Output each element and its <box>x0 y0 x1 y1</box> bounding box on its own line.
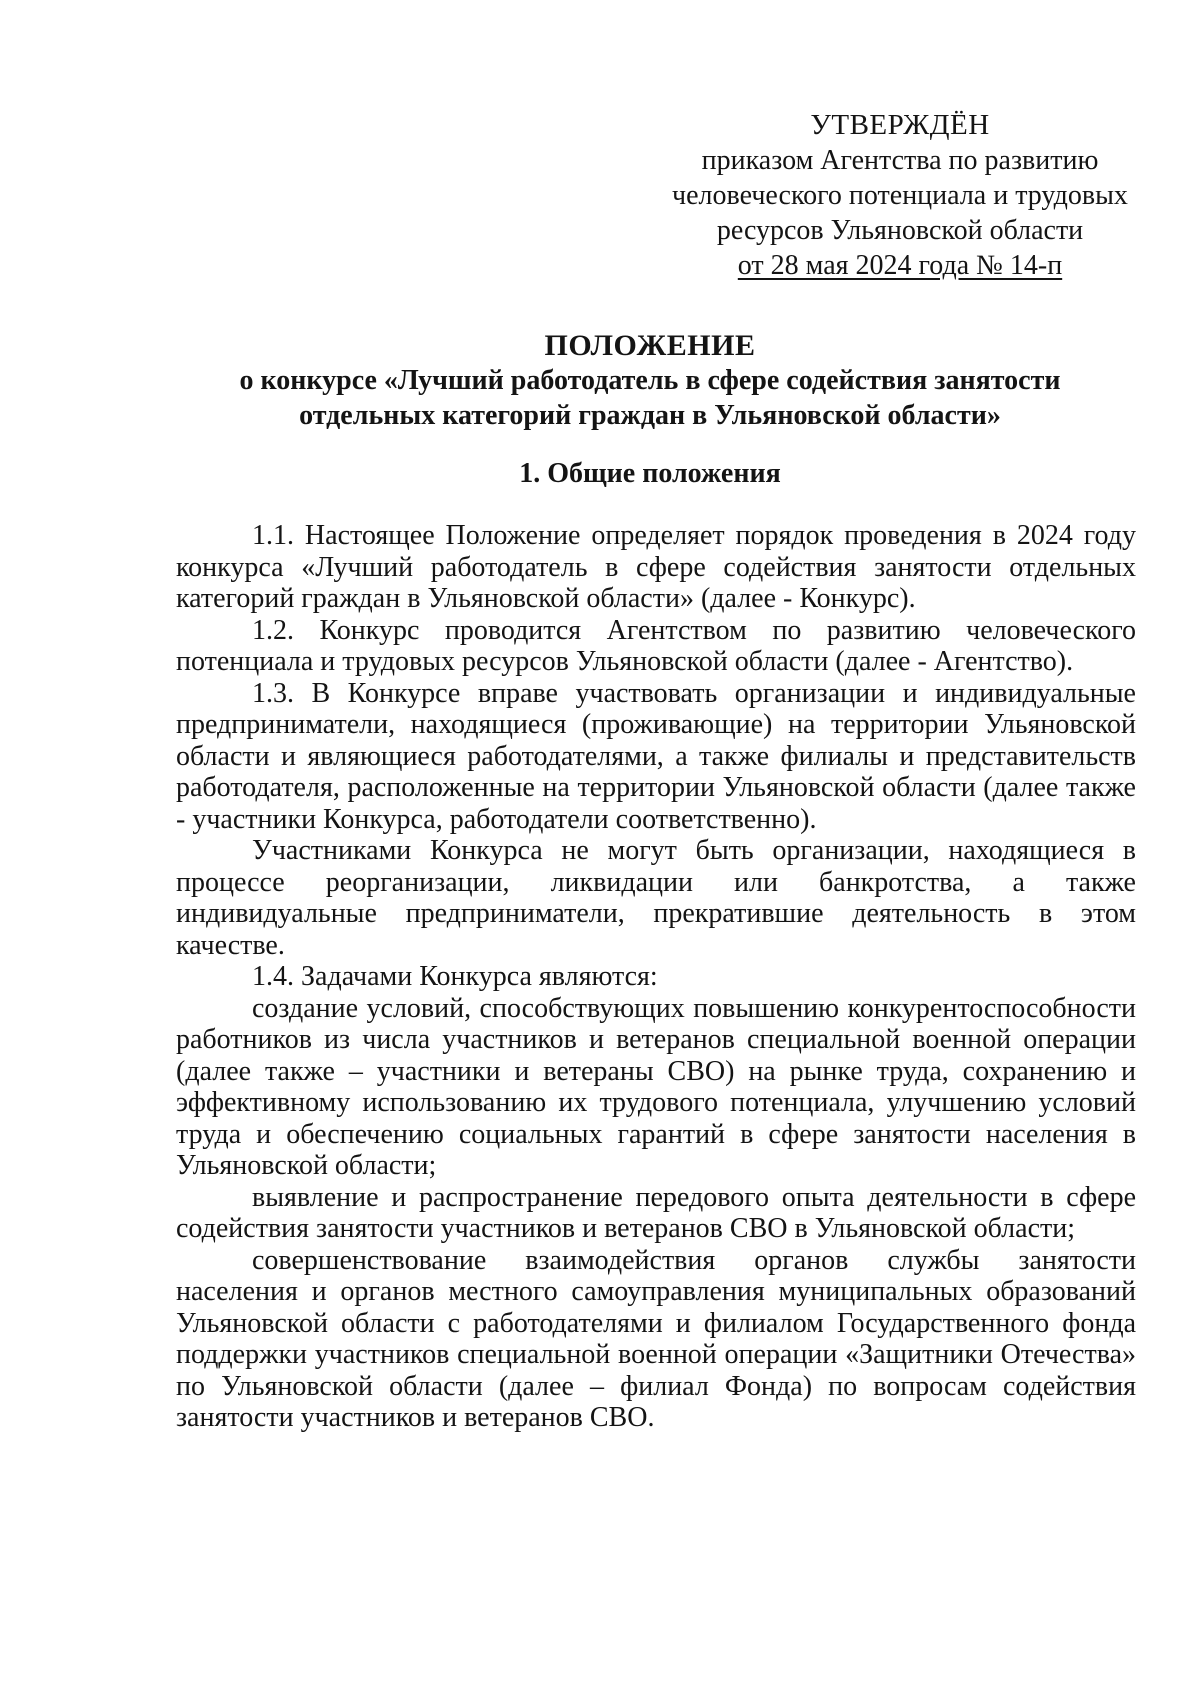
approval-line-2: человеческого потенциала и трудовых <box>672 180 1128 211</box>
paragraph-task-2: выявление и распространение передового опыта деятельности в сфере содействия занятости участников и ветеранов СВО в Ульяновской области; <box>176 1181 1136 1244</box>
paragraph-1-2: 1.2. Конкурс проводится Агентством по развитию человеческого потенциала и трудовых ресурсов Ульяновской области (далее - Агентство). <box>176 614 1136 677</box>
approval-stamp-block <box>640 108 1160 283</box>
approval-line-1: приказом Агентства по развитию <box>701 145 1099 176</box>
paragraph-task-1: создание условий, способствующих повышению конкурентоспособности работников из числа участников и ветеранов специальной военной операции (далее также – участники и ветераны СВО) на рынке труда, сохранению и эффективному использованию их трудового потенциала, улучшению условий труда и обеспечению социальных гарантий в сфере занятости населения в Ульяновской области; <box>176 992 1136 1181</box>
paragraph-1-1: 1.1. Настоящее Положение определяет порядок проведения в 2024 году конкурса «Лучший работодатель в сфере содействия занятости отдельных категорий граждан в Ульяновской области» (далее - Конкурс). <box>176 520 1136 614</box>
paragraph-task-3: совершенствование взаимодействия органов службы занятости населения и органов местного самоуправления муниципальных образований Ульяновской области с работодателями и филиалом Государственного фонда поддержки участников специальной военной операции «Защитники Отечества» по Ульяновской области (далее – филиал Фонда) по вопросам содействия занятости участников и ветеранов СВО. <box>176 1244 1136 1433</box>
approval-heading: УТВЕРЖДЁН <box>810 109 990 141</box>
document-subtitle-line-1: о конкурсе «Лучший работодатель в сфере содействия занятости <box>239 365 1061 396</box>
section-heading: 1. Общие положения <box>519 458 781 489</box>
paragraph-participants-restriction: Участниками Конкурса не могут быть организации, находящиеся в процессе реорганизации, ликвидации или банкротства, а также индивидуальные предприниматели, прекратившие деятельность в этом качестве. <box>176 835 1136 961</box>
approval-date-line: от 28 мая 2024 года № 14-п <box>737 250 1063 281</box>
document-body <box>176 520 1136 1434</box>
paragraph-1-3: 1.3. В Конкурсе вправе участвовать организации и индивидуальные предприниматели, находящиеся (проживающие) на территории Ульяновской области и являющиеся работодателями, а также филиалы и представительств работодателя, расположенные на территории Ульяновской области (далее также - участники Конкурса, работодатели соответственно). <box>176 677 1136 835</box>
approval-line-3: ресурсов Ульяновской области <box>716 215 1084 246</box>
paragraph-1-4: 1.4. Задачами Конкурса являются: <box>252 961 658 992</box>
document-subtitle-line-2: отдельных категорий граждан в Ульяновской области» <box>299 400 1001 431</box>
document-title: ПОЛОЖЕНИЕ <box>544 329 756 362</box>
document-title-block <box>170 328 1130 433</box>
